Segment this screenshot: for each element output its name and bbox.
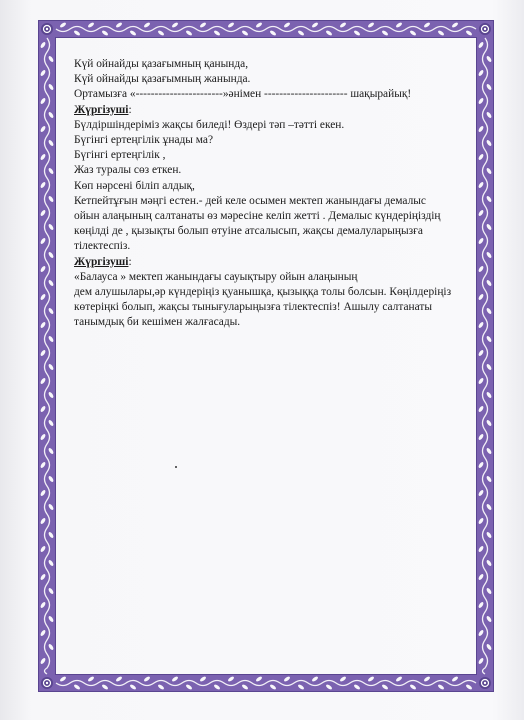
speaker-label: Жүргізуші	[74, 103, 129, 116]
paragraph-wishes: дем алушылары,әр күндеріңіз қуанышқа, қызыққа толы болсын. Көңілдеріңіз көтеріңкі болып, жақсы тынығуларыңызға тілектеспіз! Ашылу салтанаты танымдық би кешімен жалғасады.	[74, 286, 452, 329]
text-line-9: Көп нәрсені біліп алдық,	[74, 179, 195, 192]
document-body	[74, 57, 454, 331]
text-line-8: Жаз туралы сөз еткен.	[74, 164, 182, 177]
text-line-1: Күй ойнайды қазағымның қанында,	[74, 58, 249, 70]
text-line-3: Ортамызға «-----------------------»әнімен ---------------------- шақырайық!	[74, 88, 412, 101]
text-line-2: Күй ойнайды қазағымның жанында.	[74, 73, 251, 86]
ink-speck	[175, 466, 177, 468]
text-line-7: Бүгінгі ертеңгілік ,	[74, 149, 166, 162]
speaker-label: Жүргізуші	[74, 255, 129, 268]
speaker-colon: :	[128, 103, 132, 116]
speaker-heading-1	[74, 103, 454, 118]
text-line-6: Бүгінгі ертеңгілік ұнады ма?	[74, 134, 214, 147]
paragraph-closing: Кетпейтұғын мәңгі естен.- дей келе осымен мектеп жанындағы демалыс ойын алаңының салтанаты өз мәресіне келіп жетті . Демалыс күндеріңіздің көңілді де , қызықты болып өтуіне атсалысып, жақсы демалуларыңызға тілектеспіз.	[74, 194, 441, 253]
text-line-12: «Балауса » мектеп жанындағы сауықтыру ойын алаңының	[74, 270, 358, 283]
speaker-heading-2	[74, 255, 454, 270]
speaker-colon: :	[128, 255, 132, 268]
text-line-5: Бүлдіршіндеріміз жақсы биледі! Өздері тәп –тәтті екен.	[74, 118, 345, 131]
